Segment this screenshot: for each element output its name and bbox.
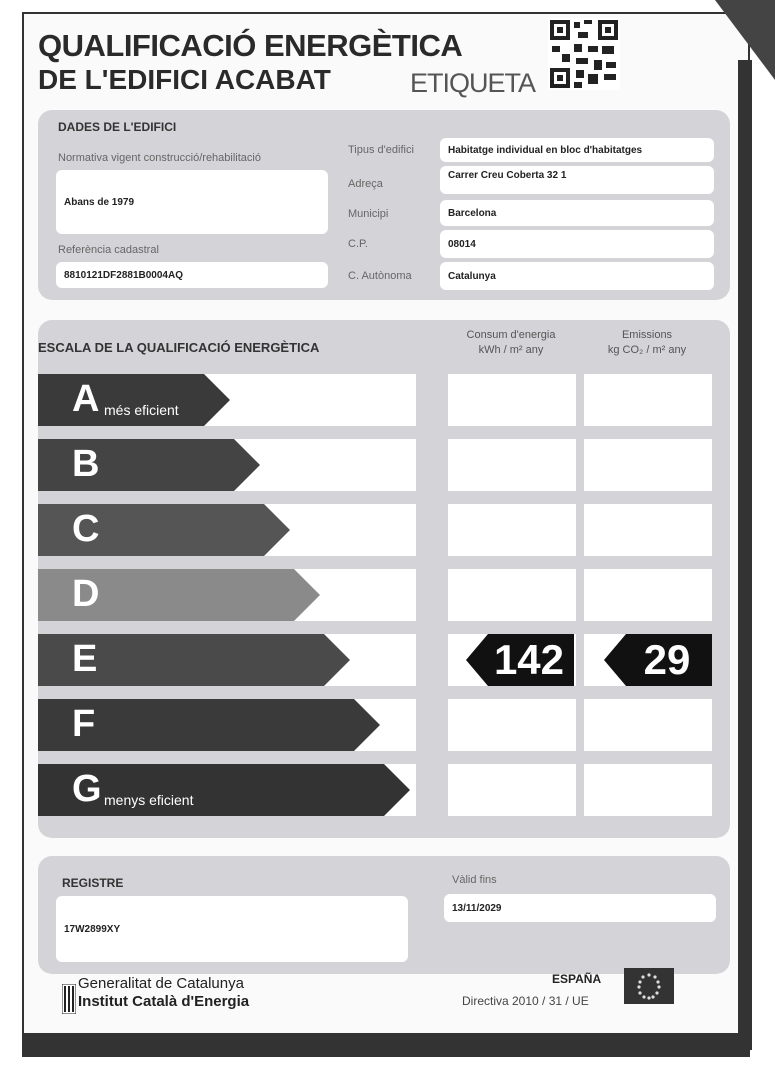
class-letter: G xyxy=(72,768,102,810)
tipus-label: Tipus d'edifici xyxy=(348,144,414,156)
class-letter: D xyxy=(72,573,100,615)
building-section-label: DADES DE L'EDIFICI xyxy=(58,120,177,134)
qr-code-icon xyxy=(548,18,620,90)
title-line1: QUALIFICACIÓ ENERGÈTICA xyxy=(38,28,463,63)
cp-label: C.P. xyxy=(348,238,368,250)
class-letter: C xyxy=(72,508,100,550)
directiva-label: Directiva 2010 / 31 / UE xyxy=(462,994,589,1008)
eu-flag-icon xyxy=(624,968,674,1004)
registre-label: REGISTRE xyxy=(62,876,124,890)
consum-header-line1: Consum d'energia xyxy=(466,329,556,341)
consum-cell xyxy=(448,699,576,751)
org-line2: Institut Català d'Energia xyxy=(78,993,250,1010)
referencia-label: Referència cadastral xyxy=(58,244,159,256)
country-label: ESPAÑA xyxy=(552,972,602,986)
autonoma-value: Catalunya xyxy=(440,262,714,290)
class-description: més eficient xyxy=(104,402,179,418)
adreca-value: Carrer Creu Coberta 32 1 xyxy=(440,166,714,194)
registre-value: 17W2899XY xyxy=(56,896,408,962)
autonoma-label: C. Autònoma xyxy=(348,270,412,282)
sheet-edge xyxy=(738,60,752,1050)
sheet-bottom-edge xyxy=(22,1033,750,1057)
referencia-value: 8810121DF2881B0004AQ xyxy=(56,262,328,288)
tipus-value: Habitatge individual en bloc d'habitatges xyxy=(440,138,714,162)
emissions-cell xyxy=(584,699,712,751)
page-fold xyxy=(715,0,775,80)
generalitat-logo-icon xyxy=(62,984,76,1014)
etiqueta-label: ETIQUETA xyxy=(410,68,536,98)
scale-title: ESCALA DE LA QUALIFICACIÓ ENERGÈTICA xyxy=(38,340,320,355)
municipi-value: Barcelona xyxy=(440,200,714,226)
emissions-header-line2: kg CO₂ / m² any xyxy=(607,344,687,356)
cp-value: 08014 xyxy=(440,230,714,258)
title-line2: DE L'EDIFICI ACABAT xyxy=(38,64,331,95)
class-letter: A xyxy=(72,378,100,420)
valid-value: 13/11/2029 xyxy=(444,894,716,922)
emissions-header xyxy=(582,328,712,358)
normativa-value: Abans de 1979 xyxy=(56,170,328,234)
consum-header xyxy=(446,328,576,358)
consum-value: 142 xyxy=(493,636,565,683)
normativa-label: Normativa vigent construcció/rehabilitació xyxy=(58,152,261,164)
emissions-cell xyxy=(584,504,712,556)
emissions-cell xyxy=(584,439,712,491)
municipi-label: Municipi xyxy=(348,208,389,220)
emissions-value: 29 xyxy=(643,636,691,683)
class-arrow-a xyxy=(38,374,230,426)
consum-cell xyxy=(448,569,576,621)
class-letter: E xyxy=(72,638,98,680)
consum-header-line2: kWh / m² any xyxy=(478,344,544,356)
consum-cell xyxy=(448,439,576,491)
emissions-cell xyxy=(584,764,712,816)
org-line1: Generalitat de Catalunya xyxy=(78,975,244,992)
valid-label: Vàlid fins xyxy=(452,874,497,886)
consum-cell xyxy=(448,504,576,556)
consum-cell xyxy=(448,374,576,426)
emissions-header-line1: Emissions xyxy=(621,329,673,341)
class-description: menys eficient xyxy=(104,792,194,808)
emissions-cell xyxy=(584,374,712,426)
emissions-cell xyxy=(584,569,712,621)
adreca-label: Adreça xyxy=(348,178,383,190)
consum-cell xyxy=(448,764,576,816)
class-letter: F xyxy=(72,703,96,745)
class-letter: B xyxy=(72,443,100,485)
